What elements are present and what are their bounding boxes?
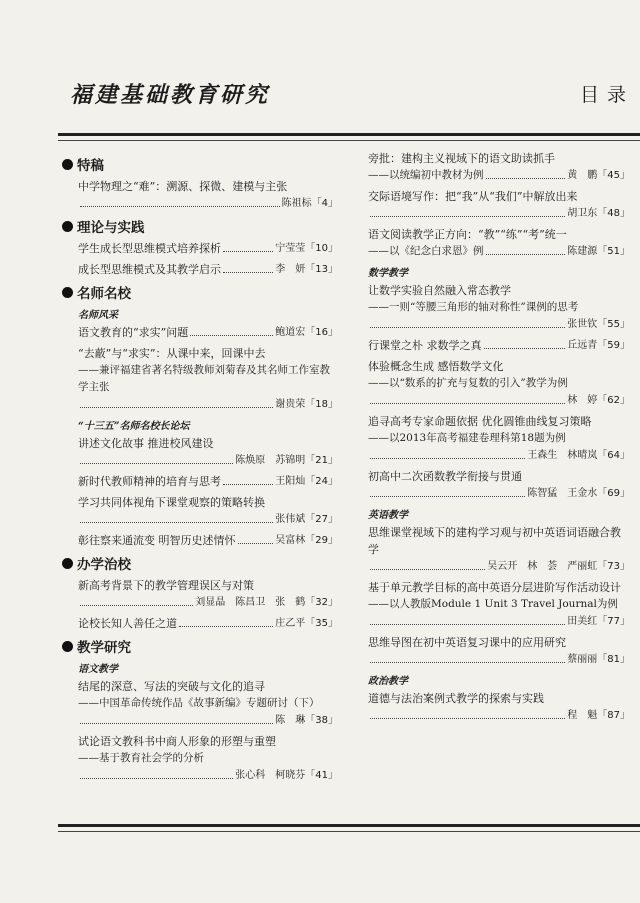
entry-title: 道德与法治案例式教学的探索与实践 (368, 692, 544, 705)
section-title: 教学研究 (77, 640, 131, 656)
entry-author: 陈智猛 王金水 (527, 488, 598, 499)
entry-author: 程 魁 (567, 710, 598, 721)
entry-title: 语文阅读教学正方向：“教”“练”“考”统一 (368, 228, 567, 241)
entry-title: 学习共同体视角下课堂观察的策略转换 (78, 496, 265, 509)
leader-dots (80, 396, 273, 408)
entry-author: 丘远青 (567, 340, 598, 351)
entry-subtitle: ——以“数系的扩充与复数的引入”教学为例 (368, 377, 568, 389)
leader-dots (80, 452, 233, 464)
entry-page: 「4」 (311, 198, 338, 209)
section-bullet-icon (62, 558, 73, 569)
entry-title: 思维导图在初中英语复习课中的应用研究 (368, 636, 566, 649)
toc-entry (78, 733, 338, 784)
entry-page: 「59」 (597, 340, 630, 351)
entry-title: 追寻高考专家命题依据 优化圆锥曲线复习策略 (368, 415, 592, 428)
entry-author: 黄 鹏 (567, 170, 598, 181)
entry-page: 「32」 (305, 597, 338, 608)
entry-line (368, 337, 630, 354)
entry-page: 「24」 (305, 476, 338, 487)
toc-entry (368, 413, 630, 464)
section-heading (62, 216, 338, 236)
entry-line (368, 205, 630, 222)
entry-page: 「10」 (305, 243, 338, 254)
entry-author: 张世钦 (567, 319, 598, 330)
entry-line (78, 240, 338, 257)
toc-entry (78, 577, 338, 611)
toc-entry (78, 494, 338, 528)
entry-line (78, 396, 338, 413)
entry-title: 讲述文化故事 推进校风建设 (78, 437, 214, 450)
subsection-heading: 政治教学 (368, 676, 408, 687)
journal-title: 福建基础教育研究 (70, 82, 271, 108)
entry-title: 初高中二次函数教学衔接与贯通 (368, 470, 522, 483)
entry-line (368, 447, 630, 464)
leader-dots (223, 473, 273, 485)
toc-entry (368, 358, 630, 409)
entry-page: 「77」 (597, 616, 630, 627)
entry-line (78, 532, 338, 549)
leader-dots (484, 337, 566, 349)
section-title: 理论与实践 (77, 220, 145, 236)
entry-page: 「51」 (597, 246, 630, 257)
leader-dots (80, 767, 233, 779)
toc-entry (368, 690, 630, 724)
leader-dots (370, 613, 565, 625)
top-rule-thin (58, 140, 640, 141)
top-rule (58, 133, 640, 136)
leader-dots (223, 261, 273, 273)
toc-entry (368, 337, 630, 354)
entry-inline-text: 学生成长型思维模式培养探析 (78, 242, 221, 255)
leader-dots (370, 707, 565, 719)
toc-entry (78, 435, 338, 469)
entry-author: 鲍道宏 (275, 327, 306, 338)
entry-page: 「64」 (597, 450, 630, 461)
toc-entry (78, 345, 338, 413)
entry-line (78, 324, 338, 341)
entry-page: 「29」 (305, 535, 338, 546)
toc-entry (368, 634, 630, 668)
entry-author: 张心科 柯晓芬 (235, 770, 306, 781)
entry-author: 蔡丽丽 (567, 654, 598, 665)
section-heading (62, 553, 338, 573)
entry-line (78, 712, 338, 729)
entry-author: 庄乙平 (275, 618, 306, 629)
subsection-heading: 语文教学 (78, 664, 118, 675)
entry-inline-text: 彰往察来通流变 明智历史述情怀 (78, 534, 236, 547)
toc-entry (368, 524, 630, 575)
entry-author: 陈建源 (567, 246, 598, 257)
entry-page: 「55」 (597, 319, 630, 330)
toc-entry (368, 226, 630, 260)
toc-entry (78, 324, 338, 341)
entry-title: 交际语境写作：把“我”从“我们”中解放出来 (368, 190, 578, 203)
leader-dots (80, 594, 193, 606)
entry-inline-text: ——以《纪念白求恩》例 (368, 245, 484, 257)
entry-author: 陈祖标 (281, 198, 312, 209)
entry-line (78, 767, 338, 784)
entry-author: 陈 琳 (275, 715, 306, 726)
entry-line (368, 485, 630, 502)
leader-dots (486, 243, 566, 255)
entry-line (78, 473, 338, 490)
entry-line (368, 651, 630, 668)
entry-page: 「87」 (597, 710, 630, 721)
leader-dots (370, 447, 525, 459)
entry-line (78, 615, 338, 632)
entry-author: 张伟斌 (275, 514, 306, 525)
entry-title: 试论语文教科书中商人形象的形塑与重塑 (78, 735, 276, 748)
entry-inline-text: 新时代教师精神的培育与思考 (78, 475, 221, 488)
toc-entry (368, 579, 630, 630)
entry-page: 「35」 (305, 618, 338, 629)
entry-author: 李 妍 (275, 264, 306, 275)
leader-dots (370, 316, 565, 328)
leader-dots (223, 240, 273, 252)
section-bullet-icon (62, 287, 73, 298)
entry-title: 新高考背景下的教学管理误区与对策 (78, 579, 254, 592)
entry-subtitle: ——中国革命传统作品《故事新编》专题研讨（下） (78, 697, 320, 709)
right-column (360, 150, 630, 728)
entry-line (78, 195, 338, 212)
entry-page: 「73」 (597, 561, 630, 572)
leader-dots (80, 195, 280, 207)
section-bullet-icon (62, 159, 73, 170)
entry-subtitle: ——基于教育社会学的分析 (78, 752, 204, 764)
leader-dots (190, 324, 273, 336)
section-heading (62, 636, 338, 656)
leader-dots (370, 205, 565, 217)
entry-author: 宁莹莹 (275, 243, 306, 254)
toc-entry (368, 468, 630, 502)
toc-entry (368, 150, 630, 184)
entry-subtitle: ——一则“等腰三角形的轴对称性”课例的思考 (368, 301, 579, 313)
bottom-rule (58, 824, 640, 827)
entry-line (368, 613, 630, 630)
entry-page: 「16」 (305, 327, 338, 338)
entry-page: 「62」 (597, 395, 630, 406)
subsection-heading: 英语教学 (368, 510, 408, 521)
entry-page: 「21」 (305, 455, 338, 466)
entry-subtitle: ——兼评福建省著名特级教师刘菊春及其名师工作室教学主张 (78, 364, 330, 393)
entry-line (78, 452, 338, 469)
entry-line (368, 558, 630, 575)
subsection-heading: 数学教学 (368, 268, 408, 279)
section-title: 办学治校 (77, 557, 131, 573)
leader-dots (486, 167, 566, 179)
entry-subtitle: ——以人教版Module 1 Unit 3 Travel Journal为例 (368, 598, 618, 610)
entry-subtitle: ——以2013年高考福建卷理科第18题为例 (368, 432, 566, 444)
toc-entry (78, 240, 338, 257)
entry-title: 中学物理之“难”：溯源、探微、建模与主张 (78, 180, 288, 193)
entry-inline-text: 成长型思维模式及其教学启示 (78, 263, 221, 276)
toc-entry (368, 188, 630, 222)
entry-author: 胡卫东 (567, 208, 598, 219)
entry-title: 基于单元教学目标的高中英语分层进阶写作活动设计 (368, 581, 621, 594)
entry-title: 结尾的深意、写法的突破与文化的追寻 (78, 680, 265, 693)
entry-inline-text: 语文教育的“求实”问题 (78, 326, 189, 339)
entry-author: 林 婷 (567, 395, 598, 406)
section-heading (62, 282, 338, 302)
entry-author: 王森生 林晴岚 (527, 450, 598, 461)
toc-entry (78, 678, 338, 729)
subsection-heading: 名师风采 (78, 310, 118, 321)
section-title: 特稿 (77, 158, 104, 174)
entry-page: 「48」 (597, 208, 630, 219)
leader-dots (179, 615, 273, 627)
entry-page: 「27」 (305, 514, 338, 525)
section-title: 名师名校 (77, 286, 131, 302)
toc-entry (78, 178, 338, 212)
entry-page: 「41」 (305, 770, 338, 781)
entry-line (368, 392, 630, 409)
entry-page: 「45」 (597, 170, 630, 181)
entry-title: “去蔽”与“求实”：从课中来，回课中去 (78, 347, 266, 360)
entry-title: 思维课堂视域下的建构学习观与初中英语词语融合教学 (368, 526, 621, 556)
entry-page: 「18」 (305, 399, 338, 410)
entry-page: 「13」 (305, 264, 338, 275)
bottom-rule-thin (58, 831, 640, 832)
entry-line (368, 167, 630, 184)
subsection-heading: “十三五”名师名校长论坛 (78, 421, 190, 432)
entry-page: 「69」 (597, 488, 630, 499)
left-column (62, 150, 338, 788)
toc-entry (78, 532, 338, 549)
entry-line (368, 707, 630, 724)
leader-dots (370, 485, 525, 497)
entry-inline-text: ——以统编初中教材为例 (368, 169, 484, 181)
section-heading (62, 154, 338, 174)
entry-title: 体验概念生成 感悟数学文化 (368, 360, 504, 373)
entry-line (368, 316, 630, 333)
section-bullet-icon (62, 641, 73, 652)
leader-dots (370, 558, 485, 570)
entry-inline-text: 论校长知人善任之道 (78, 617, 177, 630)
toc-label: 目录 (580, 84, 635, 106)
toc-entry (78, 615, 338, 632)
entry-inline-text: 行课堂之朴 求数学之真 (368, 339, 482, 352)
leader-dots (370, 651, 565, 663)
toc-entry (78, 473, 338, 490)
entry-author: 王阳灿 (275, 476, 306, 487)
entry-line (78, 511, 338, 528)
entry-page: 「81」 (597, 654, 630, 665)
leader-dots (238, 532, 274, 544)
entry-line (78, 261, 338, 278)
toc-entry (368, 282, 630, 333)
entry-title: 让数学实验自然融入常态教学 (368, 284, 511, 297)
entry-author: 吴富林 (275, 535, 306, 546)
entry-author: 陈焕原 苏锦明 (235, 455, 306, 466)
section-bullet-icon (62, 221, 73, 232)
entry-author: 刘显晶 陈昌卫 张 鹤 (195, 597, 306, 608)
leader-dots (80, 712, 273, 724)
entry-line (78, 594, 338, 611)
entry-author: 田美红 (567, 616, 598, 627)
toc-entry (78, 261, 338, 278)
leader-dots (80, 511, 273, 523)
leader-dots (370, 392, 565, 404)
entry-line (368, 243, 630, 260)
entry-title: 旁批：建构主义视域下的语文助读抓手 (368, 152, 555, 165)
entry-author: 谢贵荣 (275, 399, 306, 410)
entry-author: 吴云开 林 荟 严丽虹 (487, 561, 598, 572)
entry-page: 「38」 (305, 715, 338, 726)
